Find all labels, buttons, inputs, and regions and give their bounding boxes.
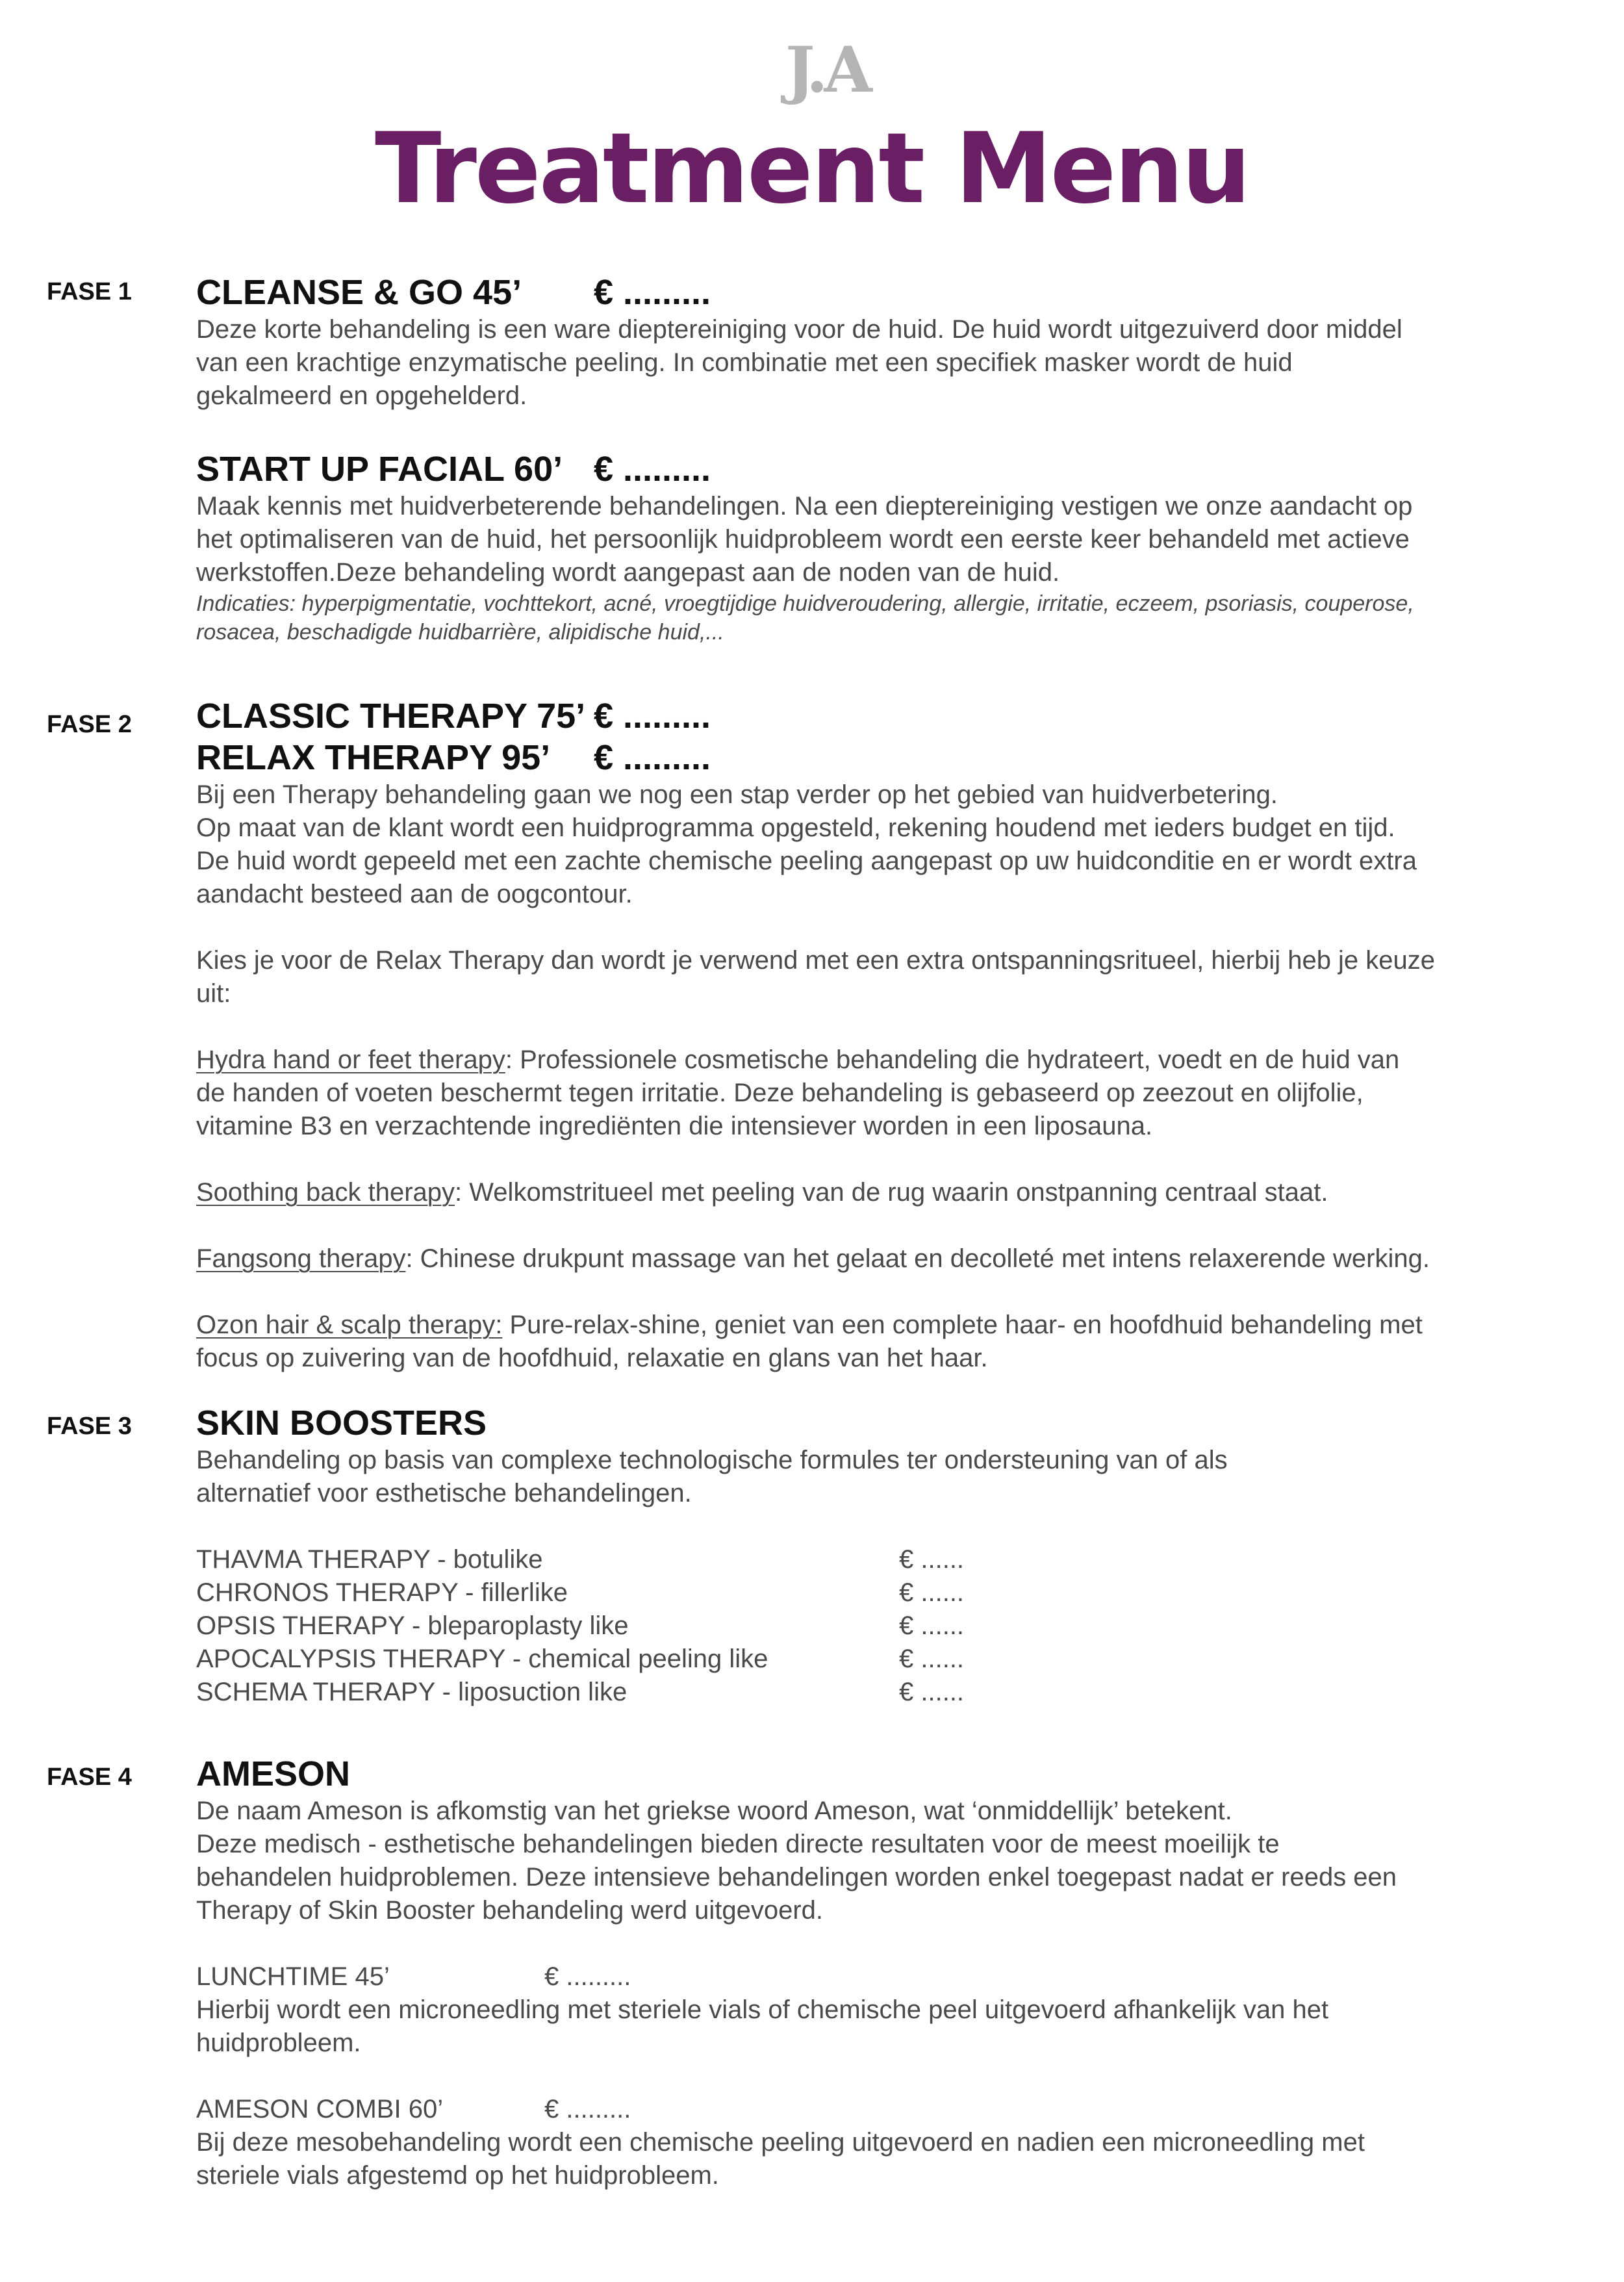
startup-text-2: het optimaliseren van de huid, het persoonlijk huidprobleem wordt een eerste keer behandeld met actieve (196, 525, 1410, 554)
therapy-text-4: aandacht besteed aan de oogcontour. (196, 880, 633, 908)
startup-heading (196, 448, 1573, 490)
startup-indications-1: Indicaties: hyperpigmentatie, vochttekort, acné, vroegtijdige huidveroudering, allergie, irritatie, eczeem, psoriasis, couperose, (196, 591, 1414, 616)
ameson-heading: AMESON (196, 1754, 351, 1793)
combi-price: € ......... (544, 2095, 631, 2123)
classic-price: € ......... (594, 697, 711, 736)
boosters-heading: SKIN BOOSTERS (196, 1404, 487, 1442)
ozon-text-2: focus op zuivering van de hoofdhuid, relaxatie en glans van het haar. (196, 1344, 988, 1372)
ozon-text-1: Pure-relax-shine, geniet van een complete haar- en hoofdhuid behandeling met (502, 1311, 1423, 1339)
soothing-title: Soothing back therapy (196, 1178, 455, 1207)
boosters-text-2: alternatief voor esthetische behandelingen. (196, 1479, 692, 1507)
fangsong-text: : Chinese drukpunt massage van het gelaat en decolleté met intens relaxerende werking. (405, 1244, 1430, 1273)
ameson-text-1: De naam Ameson is afkomstig van het griekse woord Ameson, wat ‘onmiddellijk’ betekent. (196, 1797, 1232, 1825)
list-item (196, 1609, 1573, 1643)
fase-2-label: FASE 2 (47, 711, 132, 738)
cleanse-text-1: Deze korte behandeling is een ware dieptereiniging voor de huid. De huid wordt uitgezuiverd door middel (196, 315, 1402, 344)
section-skin-boosters (196, 1402, 1573, 1709)
booster-price: € ...... (899, 1611, 965, 1640)
list-item (196, 1543, 1573, 1576)
ozon-line-1 (196, 1309, 1573, 1342)
booster-price: € ...... (899, 1545, 965, 1574)
hydra-text-1: : Professionele cosmetische behandeling die hydrateert, voedt en de huid van (505, 1045, 1400, 1074)
startup-name: START UP FACIAL 60’ (196, 450, 563, 489)
boosters-text-1: Behandeling op basis van complexe technologische formules ter ondersteuning van of als (196, 1446, 1228, 1474)
section-therapy (196, 695, 1573, 1375)
relax-intro-2: uit: (196, 979, 231, 1008)
cleanse-price: € ......... (594, 273, 711, 312)
list-item (196, 1576, 1573, 1609)
classic-heading (196, 695, 1573, 737)
list-item (196, 1676, 1573, 1709)
cleanse-name: CLEANSE & GO 45’ (196, 273, 522, 312)
ameson-text-3: behandelen huidproblemen. Deze intensieve behandelingen worden enkel toegepast nadat er reeds een (196, 1863, 1397, 1891)
list-item (196, 1643, 1573, 1676)
booster-price: € ...... (899, 1645, 965, 1673)
booster-name: OPSIS THERAPY - bleparoplasty like (196, 1611, 629, 1640)
fangsong-line (196, 1242, 1573, 1276)
fase-4-label: FASE 4 (47, 1763, 132, 1791)
combi-row (196, 2093, 1573, 2126)
booster-name: SCHEMA THERAPY - liposuction like (196, 1678, 628, 1706)
section-cleanse (196, 272, 1573, 413)
section-startup (196, 448, 1573, 647)
section-ameson (196, 1753, 1573, 2192)
soothing-line (196, 1176, 1573, 1209)
hydra-title: Hydra hand or feet therapy (196, 1045, 505, 1074)
lunchtime-price: € ......... (544, 1962, 631, 1991)
hydra-line-1 (196, 1044, 1573, 1077)
cleanse-text-3: gekalmeerd en opgehelderd. (196, 381, 527, 410)
startup-price: € ......... (594, 450, 711, 489)
relax-price: € ......... (594, 738, 711, 777)
lunchtime-name: LUNCHTIME 45’ (196, 1962, 390, 1991)
combi-text-1: Bij deze mesobehandeling wordt een chemische peeling uitgevoerd en nadien een microneedling met (196, 2128, 1365, 2157)
booster-name: CHRONOS THERAPY - fillerlike (196, 1578, 568, 1607)
booster-price: € ...... (899, 1578, 965, 1607)
relax-intro-1: Kies je voor de Relax Therapy dan wordt je verwend met een extra ontspanningsritueel, hierbij heb je keuze (196, 946, 1436, 975)
relax-heading (196, 737, 1573, 778)
therapy-text-2: Op maat van de klant wordt een huidprogramma opgesteld, rekening houdend met ieders budget en tijd. (196, 814, 1395, 842)
booster-price: € ...... (899, 1678, 965, 1706)
startup-text-3: werkstoffen.Deze behandeling wordt aangepast aan de noden van de huid. (196, 558, 1060, 587)
startup-text-1: Maak kennis met huidverbeterende behandelingen. Na een dieptereiniging vestigen we onze aandacht op (196, 492, 1413, 520)
soothing-text: : Welkomstritueel met peeling van de rug waarin onstpanning centraal staat. (455, 1178, 1328, 1207)
booster-name: THAVMA THERAPY - botulike (196, 1545, 543, 1574)
booster-name: APOCALYPSIS THERAPY - chemical peeling like (196, 1645, 768, 1673)
lunchtime-text-1: Hierbij wordt een microneedling met steriele vials of chemische peel uitgevoerd afhankelijk van het (196, 1995, 1329, 2024)
brand-logo: J.A (785, 33, 869, 107)
fangsong-title: Fangsong therapy (196, 1244, 406, 1273)
ameson-text-2: Deze medisch - esthetische behandelingen bieden directe resultaten voor de meest moeilijk te (196, 1830, 1280, 1858)
hydra-text-2: de handen of voeten beschermt tegen irritatie. Deze behandeling is gebaseerd op zeezout en olijfolie, (196, 1079, 1364, 1107)
page-title: Treatment Menu (375, 112, 1249, 225)
ozon-title: Ozon hair & scalp therapy: (196, 1311, 503, 1339)
lunchtime-text-2: huidprobleem. (196, 2029, 361, 2057)
cleanse-heading (196, 272, 1573, 313)
combi-text-2: steriele vials afgestemd op het huidprobleem. (196, 2161, 719, 2190)
startup-indications-2: rosacea, beschadigde huidbarrière, alipidische huid,... (196, 620, 724, 645)
hydra-text-3: vitamine B3 en verzachtende ingrediënten die intensiever worden in een liposauna. (196, 1112, 1153, 1140)
lunchtime-row (196, 1960, 1573, 1994)
classic-name: CLASSIC THERAPY 75’ (196, 697, 586, 736)
combi-name: AMESON COMBI 60’ (196, 2095, 444, 2123)
fase-3-label: FASE 3 (47, 1413, 132, 1440)
therapy-text-1: Bij een Therapy behandeling gaan we nog een stap verder op het gebied van huidverbetering. (196, 780, 1278, 809)
therapy-text-3: De huid wordt gepeeld met een zachte chemische peeling aangepast op uw huidconditie en er wordt extra (196, 847, 1417, 875)
cleanse-text-2: van een krachtige enzymatische peeling. In combinatie met een specifiek masker wordt de huid (196, 348, 1293, 377)
fase-1-label: FASE 1 (47, 278, 132, 305)
ameson-text-4: Therapy of Skin Booster behandeling werd uitgevoerd. (196, 1896, 824, 1925)
relax-name: RELAX THERAPY 95’ (196, 738, 551, 777)
